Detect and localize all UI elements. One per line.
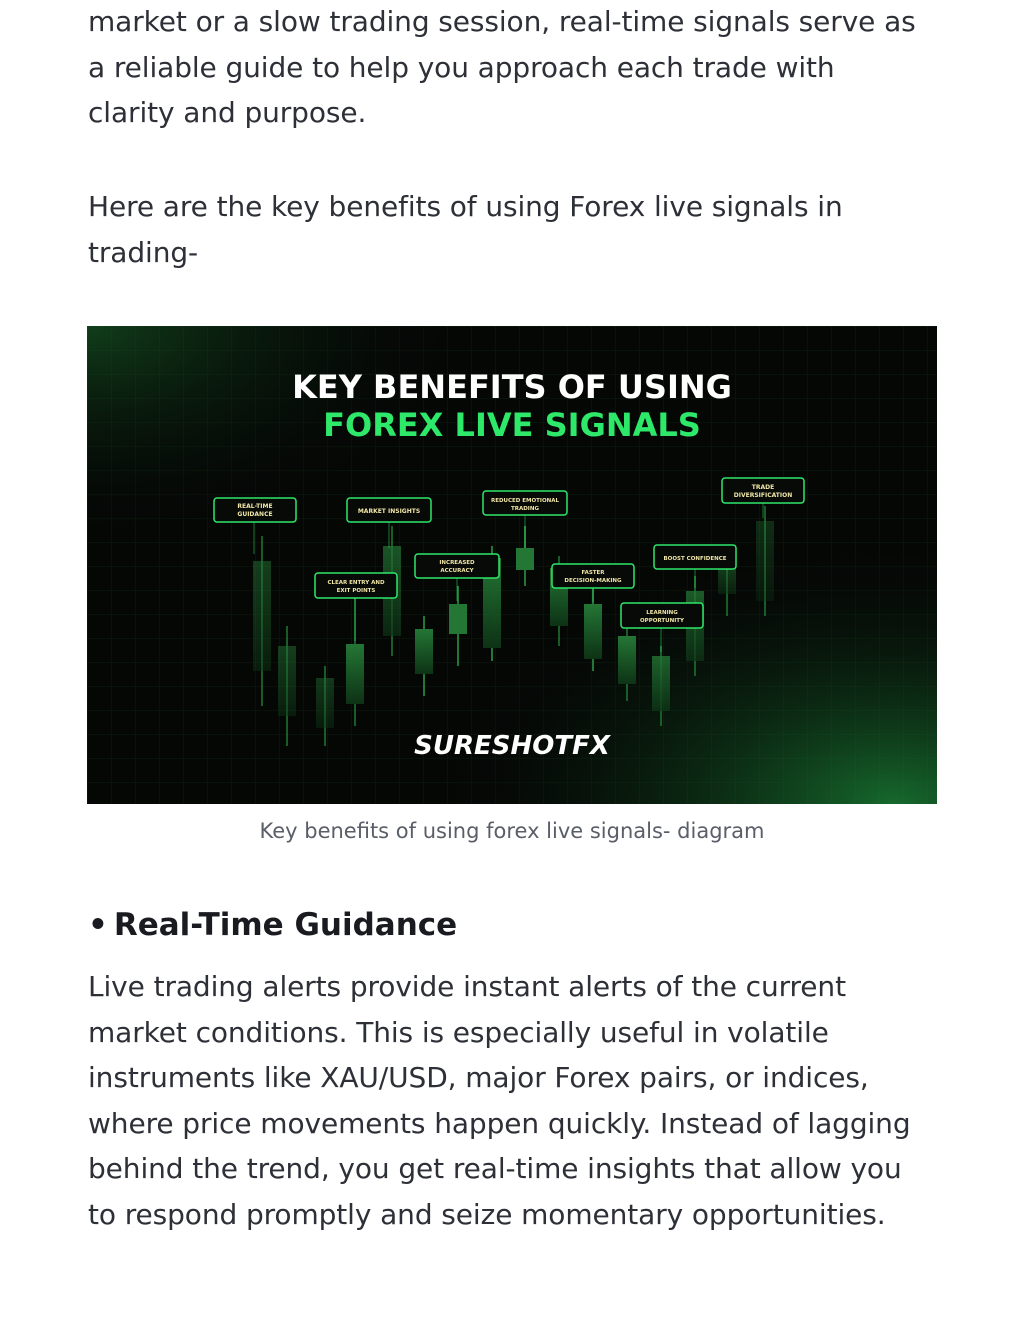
label-increased-accuracy: [415, 554, 499, 578]
section-line: where price movements happen quickly. Instead of lagging: [88, 1106, 911, 1140]
label-clear-entry-exit: [315, 573, 397, 598]
diagram-title-line1: KEY BENEFITS OF USING: [292, 368, 732, 406]
label-text: BOOST CONFIDENCE: [663, 556, 727, 562]
label-text: TRADE: [751, 484, 775, 491]
label-text: INCREASED: [439, 560, 475, 566]
intro-line: market or a slow trading session, real-time signals serve as: [88, 5, 916, 38]
section-line: Live trading alerts provide instant alerts of the current: [88, 970, 846, 1003]
label-reduced-emotional-trading: [483, 491, 567, 515]
figure-caption: Key benefits of using forex live signals- diagram: [259, 819, 765, 843]
label-text: ACCURACY: [440, 568, 474, 574]
label-text: LEARNING: [646, 610, 678, 616]
label-text: MARKET INSIGHTS: [357, 508, 421, 515]
label-text: TRADING: [511, 506, 539, 512]
intro-line: a reliable guide to help you approach each trade with: [88, 50, 835, 84]
label-text: CLEAR ENTRY AND: [327, 580, 385, 586]
label-text: GUIDANCE: [237, 511, 273, 518]
label-boost-confidence: [654, 545, 736, 569]
label-market-insights: [347, 498, 431, 522]
section-line: instruments like XAU/USD, major Forex pairs, or indices,: [88, 1061, 869, 1094]
section-heading: [88, 903, 457, 947]
candlestick: [756, 506, 774, 616]
label-learning-opportunity: [621, 603, 703, 628]
benefits-diagram-image: [87, 326, 937, 804]
section-paragraph: [88, 964, 938, 1237]
brand-text: SURESHOTFX: [414, 731, 610, 761]
label-text: DECISION-MAKING: [564, 578, 622, 584]
label-real-time-guidance: [214, 498, 296, 522]
label-text: EXIT POINTS: [336, 588, 376, 594]
section-line: behind the trend, you get real-time insights that allow you: [88, 1152, 902, 1185]
intro-paragraph: [88, 0, 938, 136]
label-text: FASTER: [581, 570, 605, 576]
label-text: REAL-TIME: [237, 503, 273, 510]
diagram-title-line2: FOREX LIVE SIGNALS: [323, 406, 701, 444]
benefits-diagram-svg: [87, 326, 937, 804]
sureshotfx-logo: [414, 731, 612, 761]
benefits-intro-line: trading-: [88, 235, 199, 269]
label-text: REDUCED EMOTIONAL: [490, 498, 560, 504]
section-line: market conditions. This is especially useful in volatile: [88, 1015, 829, 1049]
label-text: OPPORTUNITY: [639, 618, 685, 624]
label-faster-decision-making: [552, 564, 634, 588]
benefits-intro-paragraph: [88, 184, 938, 275]
section-heading-text: Real-Time Guidance: [113, 907, 458, 943]
label-text: DIVERSIFICATION: [733, 492, 793, 499]
bullet: •: [88, 907, 108, 943]
label-trade-diversification: [722, 478, 804, 503]
benefits-intro-line: Here are the key benefits of using Forex live signals in: [88, 190, 843, 223]
section-line: to respond promptly and seize momentary opportunities.: [88, 1197, 886, 1231]
intro-line: clarity and purpose.: [88, 96, 367, 129]
